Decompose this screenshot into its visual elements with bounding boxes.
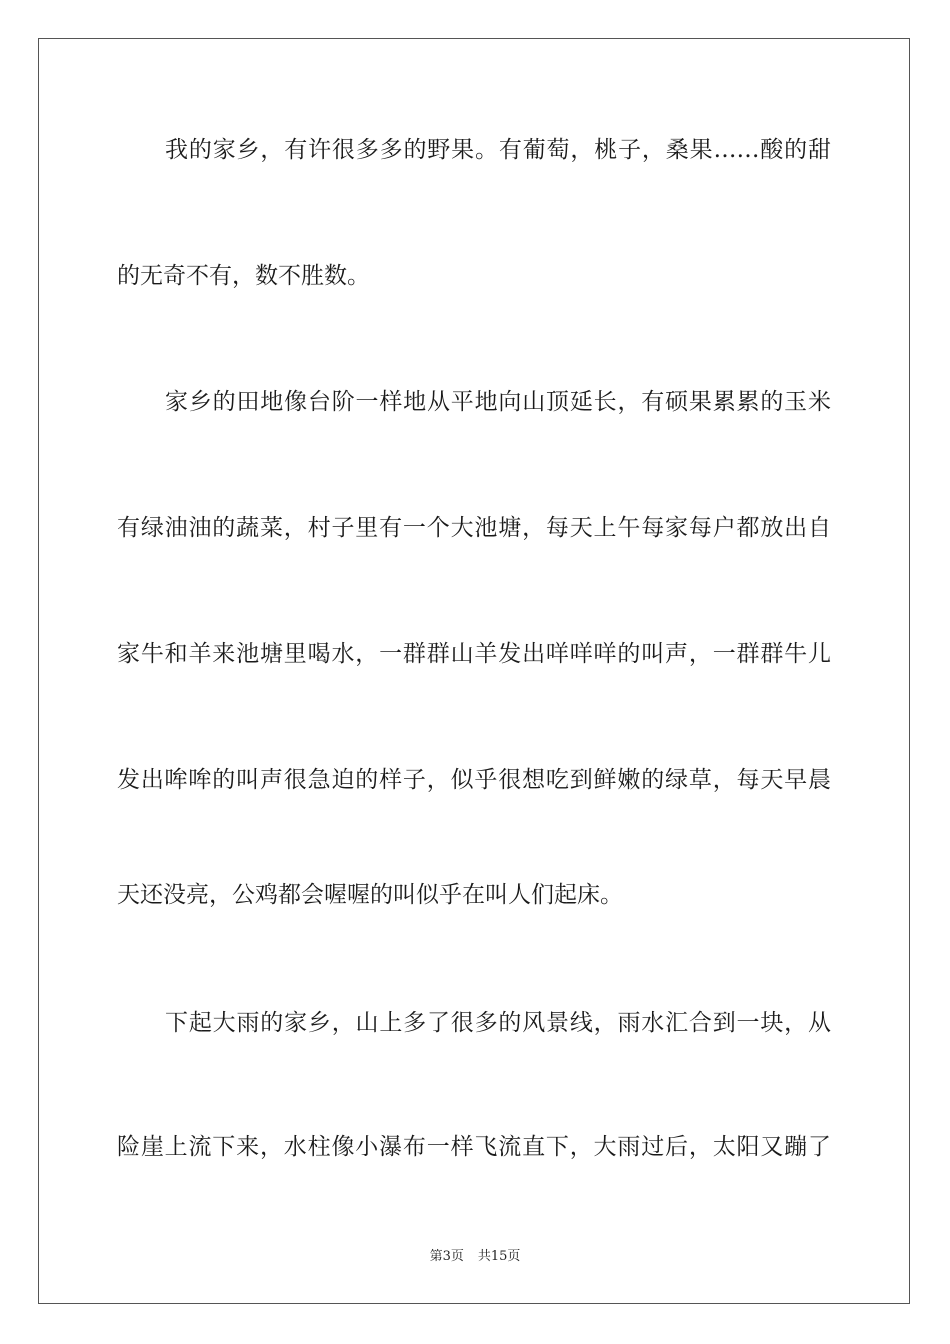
paragraph-line: 我的家乡，有许很多多的野果。有葡萄，桃子，桑果……酸的甜 [165,137,831,163]
paragraph-line: 天还没亮，公鸡都会喔喔的叫似乎在叫人们起床。 [117,882,623,908]
page-footer [0,1247,950,1267]
paragraph-line: 的无奇不有，数不胜数。 [117,263,370,289]
paragraph-line: 发出哞哞的叫声很急迫的样子，似乎很想吃到鲜嫩的绿草，每天早晨 [117,767,831,793]
paragraph-line: 有绿油油的蔬菜，村子里有一个大池塘，每天上午每家每户都放出自 [117,515,831,541]
page-number: 第3页 [429,1249,464,1264]
paragraph-line: 险崖上流下来，水柱像小瀑布一样飞流直下，大雨过后，太阳又蹦了 [117,1134,831,1160]
page-total: 共15页 [477,1249,521,1264]
paragraph-line: 家牛和羊来池塘里喝水，一群群山羊发出咩咩咩的叫声，一群群牛儿 [117,641,831,667]
paragraph-line: 家乡的田地像台阶一样地从平地向山顶延长，有硕果累累的玉米 [165,389,831,415]
page-border [38,38,910,1304]
paragraph-line: 下起大雨的家乡，山上多了很多的风景线，雨水汇合到一块，从 [165,1010,831,1036]
